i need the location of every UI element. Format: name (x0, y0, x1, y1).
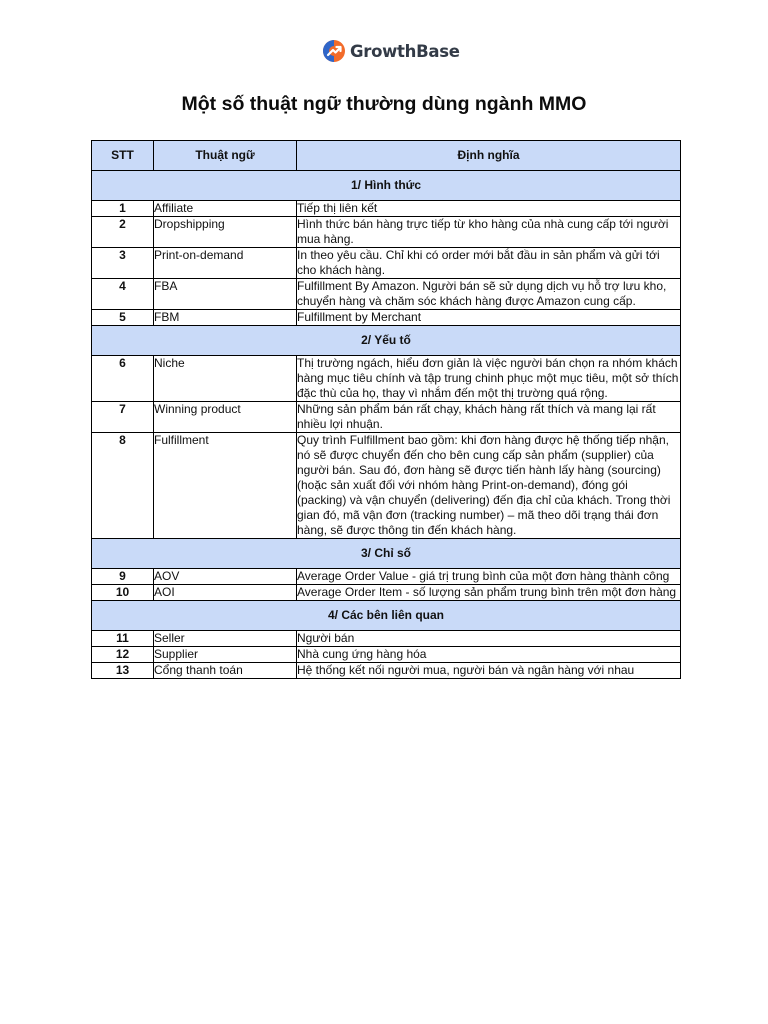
table-row (92, 201, 681, 217)
row-number: 5 (92, 310, 154, 326)
row-number: 9 (92, 569, 154, 585)
column-header-term: Thuật ngữ (154, 141, 297, 171)
row-definition: Hình thức bán hàng trực tiếp từ kho hàng của nhà cung cấp tới người mua hàng. (297, 217, 681, 248)
section-title: 4/ Các bên liên quan (92, 601, 681, 631)
row-term: Winning product (154, 402, 297, 433)
table-row (92, 569, 681, 585)
row-number: 11 (92, 631, 154, 647)
row-number: 3 (92, 248, 154, 279)
row-definition: In theo yêu cầu. Chỉ khi có order mới bắt đầu in sản phẩm và gửi tới cho khách hàng. (297, 248, 681, 279)
brand-logo (322, 37, 460, 65)
table-row (92, 248, 681, 279)
row-definition: Hệ thống kết nối người mua, người bán và ngân hàng với nhau (297, 663, 681, 679)
row-number: 8 (92, 433, 154, 539)
section-title: 1/ Hình thức (92, 171, 681, 201)
section-title: 3/ Chỉ số (92, 539, 681, 569)
table-row (92, 310, 681, 326)
row-number: 12 (92, 647, 154, 663)
table-row (92, 402, 681, 433)
row-term: Supplier (154, 647, 297, 663)
row-term: Cổng thanh toán (154, 663, 297, 679)
row-definition: Thị trường ngách, hiểu đơn giản là việc người bán chọn ra nhóm khách hàng mục tiêu chính và tập trung chinh phục một mục tiêu, một sở thích đặc thù của họ, thay vì nhắm đến một thị trường quá rộng. (297, 356, 681, 402)
row-number: 10 (92, 585, 154, 601)
row-number: 1 (92, 201, 154, 217)
row-number: 2 (92, 217, 154, 248)
row-definition: Average Order Value - giá trị trung bình của một đơn hàng thành công (297, 569, 681, 585)
brand-name: GrowthBase (350, 41, 460, 61)
growthbase-logo-icon (322, 39, 346, 63)
row-term: Seller (154, 631, 297, 647)
row-term: FBM (154, 310, 297, 326)
row-term: Affiliate (154, 201, 297, 217)
row-term: AOV (154, 569, 297, 585)
row-term: FBA (154, 279, 297, 310)
document-title: Một số thuật ngữ thường dùng ngành MMO (181, 93, 587, 115)
section-row (92, 539, 681, 569)
table-row (92, 433, 681, 539)
row-term: Print-on-demand (154, 248, 297, 279)
glossary-table (91, 140, 681, 679)
section-row (92, 326, 681, 356)
row-term: AOI (154, 585, 297, 601)
row-number: 4 (92, 279, 154, 310)
row-number: 7 (92, 402, 154, 433)
table-header-row (92, 141, 681, 171)
table-row (92, 217, 681, 248)
row-definition: Quy trình Fulfillment bao gồm: khi đơn hàng được hệ thống tiếp nhận, nó sẽ được chuyển đến cho bên cung cấp sản phẩm (supplier) của người bán. Sau đó, đơn hàng sẽ được tiến hành lấy hàng (sourcing) (hoặc sản xuất đối với nhóm hàng Print-on-demand), đóng gói (packing) và vận chuyển (delivering) đến địa chỉ của khách. Trong thời gian đó, mã vận đơn (tracking number) – mã theo dõi trạng thái đơn hàng, sẽ được thông tin đến khách hàng. (297, 433, 681, 539)
table-row (92, 647, 681, 663)
row-number: 13 (92, 663, 154, 679)
table-row (92, 631, 681, 647)
row-definition: Tiếp thị liên kết (297, 201, 681, 217)
row-term: Niche (154, 356, 297, 402)
section-title: 2/ Yếu tố (92, 326, 681, 356)
row-definition: Fulfillment by Merchant (297, 310, 681, 326)
row-definition: Average Order Item - số lượng sản phẩm trung bình trên một đơn hàng (297, 585, 681, 601)
table-row (92, 279, 681, 310)
table-row (92, 585, 681, 601)
section-row (92, 171, 681, 201)
row-definition: Những sản phẩm bán rất chạy, khách hàng rất thích và mang lại rất nhiều lợi nhuận. (297, 402, 681, 433)
row-definition: Người bán (297, 631, 681, 647)
section-row (92, 601, 681, 631)
row-term: Fulfillment (154, 433, 297, 539)
row-definition: Nhà cung ứng hàng hóa (297, 647, 681, 663)
row-term: Dropshipping (154, 217, 297, 248)
table-row (92, 356, 681, 402)
column-header-stt: STT (92, 141, 154, 171)
table-row (92, 663, 681, 679)
column-header-definition: Định nghĩa (297, 141, 681, 171)
row-definition: Fulfillment By Amazon. Người bán sẽ sử dụng dịch vụ hỗ trợ lưu kho, chuyển hàng và chăm sóc khách hàng được Amazon cung cấp. (297, 279, 681, 310)
row-number: 6 (92, 356, 154, 402)
